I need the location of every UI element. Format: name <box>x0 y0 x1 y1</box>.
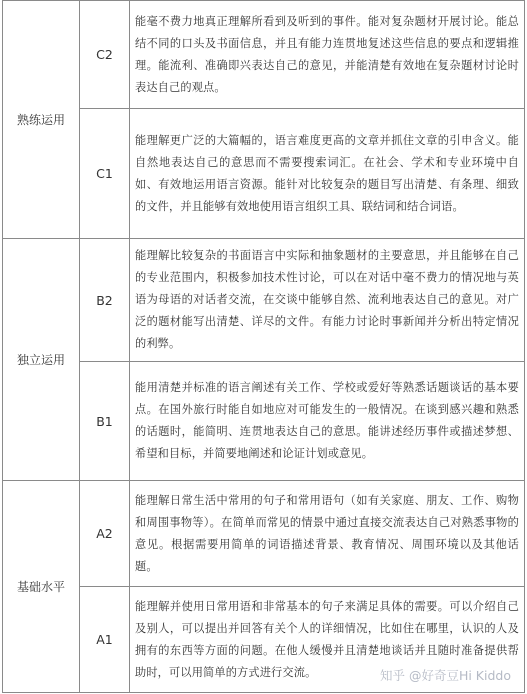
table-row <box>3 109 525 239</box>
level-description-cell <box>130 109 525 239</box>
level-description: 能毫不费力地真正理解所看到及听到的事件。能对复杂题材开展讨论。能总结不同的口头及书面信息，并且有能力连贯地复述这些信息的要点和逻辑推理。能流利、准确即兴表达自己的意见，并能清楚有效地在复杂题材讨论时表达自己的观点。 <box>135 14 519 94</box>
level-label: C2 <box>80 1 130 109</box>
table-row <box>3 239 525 362</box>
table-row <box>3 1 525 109</box>
table-row <box>3 362 525 481</box>
group-label-proficient: 熟练运用 <box>3 1 80 239</box>
cefr-level-table <box>2 0 525 693</box>
group-label-basic: 基础水平 <box>3 481 80 693</box>
level-description-cell <box>130 481 525 587</box>
level-label: A2 <box>80 481 130 587</box>
level-description: 能理解更广泛的大篇幅的，语言难度更高的文章并抓住文章的引申含义。能自然地表达自己的意思而不需要搜索词汇。在社会、学术和专业环境中自如、有效地运用语言资源。能针对比较复杂的题目写出清楚、有条理、细致的文件，并且能够有效地使用语言组织工具、联结词和结合词语。 <box>135 133 519 213</box>
watermark: 知乎 @好奇豆Hi Kiddo <box>379 668 511 683</box>
group-label-independent: 独立运用 <box>3 239 80 481</box>
level-description: 能理解日常生活中常用的句子和常用语句（如有关家庭、朋友、工作、购物和周围事物等）。在简单而常见的情景中通过直接交流表达自己对熟悉事物的意见。根据需要用简单的词语描述背景、教育情况、周围环境以及其他话题。 <box>135 493 519 573</box>
level-description-cell <box>130 239 525 362</box>
table-row <box>3 481 525 587</box>
level-label: B2 <box>80 239 130 362</box>
level-description: 能理解并使用日常用语和非常基本的句子来满足具体的需要。可以介绍自己及别人，可以提出并回答有关个人的详细情况，比如住在哪里，认识的人及拥有的东西等方面的问题。在他人缓慢并且清楚地谈话并且随时准备提供帮助时，可以用简单的方式进行交流。 <box>135 599 519 679</box>
level-description-cell <box>130 1 525 109</box>
level-description: 能用清楚并标准的语言阐述有关工作、学校或爱好等熟悉话题谈话的基本要点。在国外旅行时能自如地应对可能发生的一般情况。在谈到感兴趣和熟悉的话题时，能简明、连贯地表达自己的意思。能讲述经历事件或描述梦想、希望和目标，并简要地阐述和论证计划或意见。 <box>135 381 519 460</box>
level-label: A1 <box>80 587 130 693</box>
level-description: 能理解比较复杂的书面语言中实际和抽象题材的主要意思，并且能够在自己的专业范围内，积极参加技术性讨论，可以在对话中毫不费力的情况地与英语为母语的对话者交流，在交谈中能够自然、流利地表达自己的意见。对广泛的题材能写出清楚、详尽的文件。有能力讨论时事新闻并分析出特定情况的利弊。 <box>135 249 519 350</box>
level-label: B1 <box>80 362 130 481</box>
level-label: C1 <box>80 109 130 239</box>
level-description-cell <box>130 362 525 481</box>
